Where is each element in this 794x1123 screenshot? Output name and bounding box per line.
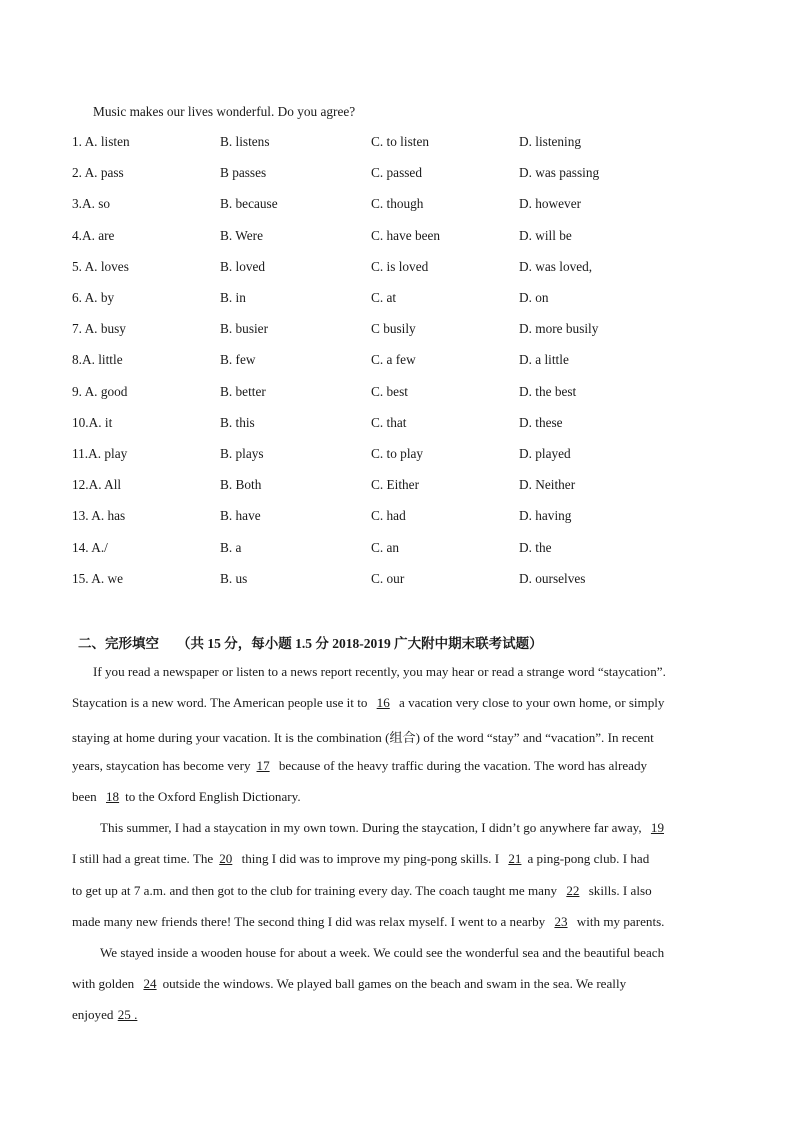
passage-line bbox=[72, 695, 722, 711]
option-a: 10.A. it bbox=[72, 415, 113, 430]
option-a: 3.A. so bbox=[72, 196, 111, 211]
passage-text: enjoyed bbox=[72, 1007, 117, 1022]
option-b: B passes bbox=[220, 165, 267, 180]
option-c: C. had bbox=[371, 508, 406, 523]
section-title-main: 二、完形填空 bbox=[78, 636, 159, 651]
option-c: C. at bbox=[371, 290, 397, 305]
option-b: B. in bbox=[220, 290, 246, 305]
option-c: C. have been bbox=[371, 228, 441, 243]
option-c: C. Either bbox=[371, 477, 420, 492]
passage-line bbox=[72, 851, 722, 867]
passage-text: with golden bbox=[72, 976, 138, 991]
passage-text: I still had a great time. The bbox=[72, 851, 214, 866]
option-d: D. more busily bbox=[519, 321, 599, 336]
option-row bbox=[72, 508, 732, 528]
option-c: C. to play bbox=[371, 446, 424, 461]
option-d: D. these bbox=[519, 415, 563, 430]
option-d: D. having bbox=[519, 508, 572, 523]
option-row bbox=[72, 540, 732, 560]
option-row bbox=[72, 446, 732, 466]
option-a: 5. A. loves bbox=[72, 259, 129, 274]
option-b: B. Both bbox=[220, 477, 262, 492]
option-row bbox=[72, 228, 732, 248]
blank-20: 20 bbox=[219, 851, 233, 866]
option-a: 2. A. pass bbox=[72, 165, 124, 180]
option-a: 14. A./ bbox=[72, 540, 108, 555]
option-b: B. because bbox=[220, 196, 278, 211]
passage-line bbox=[72, 914, 722, 930]
option-c: C. passed bbox=[371, 165, 422, 180]
blank-17: 17 bbox=[256, 758, 270, 773]
passage-text: thing I did was to improve my ping-pong skills. I bbox=[238, 851, 503, 866]
option-a: 6. A. by bbox=[72, 290, 115, 305]
option-row bbox=[72, 134, 732, 154]
blank-19: 19 bbox=[650, 820, 665, 835]
passage-text: skills. I also bbox=[585, 883, 652, 898]
blank-23: 23 bbox=[554, 914, 568, 929]
option-b: B. loved bbox=[220, 259, 266, 274]
option-d: D. ourselves bbox=[519, 571, 586, 586]
section-title bbox=[78, 632, 543, 652]
option-a: 15. A. we bbox=[72, 571, 123, 586]
option-row bbox=[72, 352, 732, 372]
option-a: 8.A. little bbox=[72, 352, 123, 367]
passage-text: with my parents. bbox=[573, 914, 665, 929]
option-d: D. a little bbox=[519, 352, 569, 367]
blank-22: 22 bbox=[566, 883, 580, 898]
option-a: 1. A. listen bbox=[72, 134, 130, 149]
option-b: B. plays bbox=[220, 446, 264, 461]
passage-line bbox=[72, 664, 743, 680]
option-b: B. this bbox=[220, 415, 255, 430]
blank-21: 21 bbox=[508, 851, 522, 866]
option-a: 11.A. play bbox=[72, 446, 128, 461]
passage-line bbox=[72, 789, 722, 805]
option-a: 13. A. has bbox=[72, 508, 126, 523]
option-c: C. a few bbox=[371, 352, 416, 367]
passage-text: because of the heavy traffic during the vacation. The word has already bbox=[275, 758, 648, 773]
option-d: D. the bbox=[519, 540, 552, 555]
option-b: B. a bbox=[220, 540, 242, 555]
blank-25: 25 . bbox=[117, 1007, 138, 1022]
passage-line bbox=[72, 758, 722, 774]
passage-text: We stayed inside a wooden house for about a week. We could see the wonderful sea and the beautiful beach bbox=[100, 945, 665, 960]
passage-line bbox=[72, 727, 722, 746]
option-row bbox=[72, 321, 732, 341]
option-row bbox=[72, 384, 732, 404]
option-b: B. few bbox=[220, 352, 256, 367]
passage-text: been bbox=[72, 789, 100, 804]
option-c: C. is loved bbox=[371, 259, 429, 274]
passage-text: made many new friends there! The second thing I did was relax myself. I went to a nearby bbox=[72, 914, 549, 929]
option-row bbox=[72, 415, 732, 435]
option-a: 4.A. are bbox=[72, 228, 115, 243]
option-row bbox=[72, 477, 732, 497]
passage-text: Staycation is a new word. The American people use it to bbox=[72, 695, 371, 710]
option-row bbox=[72, 196, 732, 216]
option-b: B. Were bbox=[220, 228, 263, 243]
passage-line bbox=[72, 820, 750, 836]
blank-24: 24 bbox=[143, 976, 157, 991]
passage-text: If you read a newspaper or listen to a news report recently, you may hear or read a strange word “staycation”. bbox=[93, 664, 666, 679]
option-c: C. that bbox=[371, 415, 407, 430]
option-d: D. on bbox=[519, 290, 549, 305]
section-title-note: （共 15 分，每小题 1.5 分 2018-2019 广大附中期末联考试题） bbox=[177, 636, 543, 651]
passage-text: This summer, I had a staycation in my own town. During the staycation, I didn’t go anywhere far away, bbox=[100, 820, 645, 835]
passage-line bbox=[72, 945, 750, 961]
option-d: D. Neither bbox=[519, 477, 576, 492]
option-d: D. was loved, bbox=[519, 259, 593, 274]
option-b: B. have bbox=[220, 508, 261, 523]
option-a: 12.A. All bbox=[72, 477, 122, 492]
option-c: C. best bbox=[371, 384, 408, 399]
option-b: B. better bbox=[220, 384, 266, 399]
option-a: 7. A. busy bbox=[72, 321, 126, 336]
option-a: 9. A. good bbox=[72, 384, 128, 399]
passage-text: outside the windows. We played ball games on the beach and swam in the sea. We really bbox=[162, 976, 627, 991]
passage-line bbox=[72, 1007, 722, 1023]
passage-line bbox=[72, 883, 722, 899]
passage-text: to the Oxford English Dictionary. bbox=[125, 789, 301, 804]
option-c: C. an bbox=[371, 540, 400, 555]
option-c: C. though bbox=[371, 196, 424, 211]
option-d: D. will be bbox=[519, 228, 572, 243]
blank-16: 16 bbox=[376, 695, 390, 710]
passage-text: staying at home during your vacation. It is the combination (组合) of the word “stay” and “vacation”. In recent bbox=[72, 730, 654, 745]
option-b: B. listens bbox=[220, 134, 270, 149]
passage-intro: Music makes our lives wonderful. Do you agree? bbox=[93, 104, 356, 119]
option-c: C busily bbox=[371, 321, 416, 336]
option-c: C. to listen bbox=[371, 134, 429, 149]
passage-line bbox=[72, 976, 722, 992]
option-row bbox=[72, 165, 732, 185]
option-row bbox=[72, 571, 732, 591]
option-b: B. busier bbox=[220, 321, 269, 336]
option-row bbox=[72, 259, 732, 279]
option-d: D. listening bbox=[519, 134, 582, 149]
passage-text: a ping-pong club. I had bbox=[527, 851, 650, 866]
option-row bbox=[72, 290, 732, 310]
blank-18: 18 bbox=[106, 789, 120, 804]
option-d: D. was passing bbox=[519, 165, 600, 180]
passage-text: a vacation very close to your own home, or simply bbox=[395, 695, 665, 710]
option-c: C. our bbox=[371, 571, 405, 586]
passage-text: years, staycation has become very bbox=[72, 758, 251, 773]
passage-text: to get up at 7 a.m. and then got to the club for training every day. The coach taught me many bbox=[72, 883, 561, 898]
option-b: B. us bbox=[220, 571, 248, 586]
option-d: D. however bbox=[519, 196, 582, 211]
option-d: D. the best bbox=[519, 384, 577, 399]
option-d: D. played bbox=[519, 446, 571, 461]
